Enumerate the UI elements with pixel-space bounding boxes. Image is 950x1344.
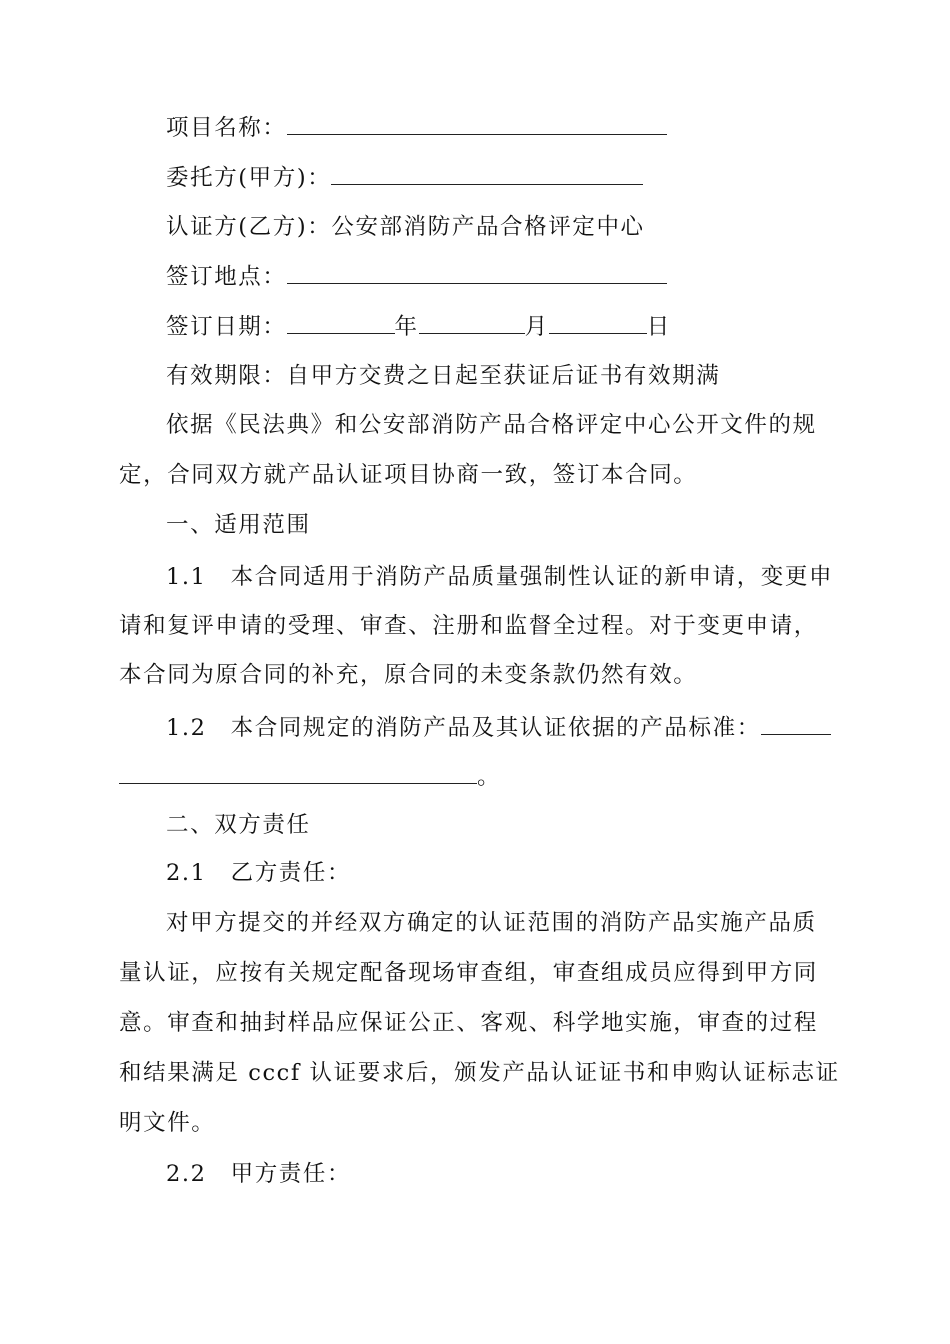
client-row — [166, 163, 643, 193]
sign-place-label: 签订地点： — [166, 264, 287, 290]
clause-2-1-line-4: 和结果满足 cccf 认证要求后，颁发产品认证证书和申购认证标志证 — [119, 1060, 840, 1086]
clause-2-1-line-1: 对甲方提交的并经双方确定的认证范围的消防产品实施产品质 — [166, 910, 817, 936]
clause-2-2-number: 2.2 — [166, 1161, 207, 1187]
clause-2-1-line-3: 意。审查和抽封样品应保证公正、客观、科学地实施，审查的过程 — [119, 1010, 818, 1036]
validity-label: 有效期限： — [166, 363, 287, 389]
standard-blank-2 — [119, 763, 477, 784]
project-name-row — [166, 113, 667, 143]
clause-2-1-line-5: 明文件。 — [119, 1110, 216, 1136]
client-label: 委托方(甲方)： — [166, 165, 332, 191]
section-2-title: 二、双方责任 — [166, 812, 311, 838]
preamble-line-1: 依据《民法典》和公安部消防产品合格评定中心公开文件的规 — [166, 412, 817, 438]
preamble-line-2: 定，合同双方就产品认证项目协商一致，签订本合同。 — [119, 462, 698, 488]
clause-2-1-number: 2.1 — [166, 860, 207, 886]
month-label: 月 — [524, 314, 549, 340]
certifier-label: 认证方(乙方)： — [166, 214, 332, 240]
client-blank — [331, 164, 643, 185]
section-1-title: 一、适用范围 — [166, 512, 311, 538]
day-label: 日 — [646, 314, 671, 340]
year-label: 年 — [394, 314, 419, 340]
clause-1-2-line-1 — [166, 713, 831, 743]
clause-2-2-title: 甲方责任： — [230, 1161, 352, 1187]
sign-date-row — [166, 312, 671, 342]
clause-1-1-line-3: 本合同为原合同的补充，原合同的未变条款仍然有效。 — [119, 662, 698, 688]
clause-1-2-text: 本合同规定的消防产品及其认证依据的产品标准： — [230, 715, 761, 741]
year-blank — [287, 313, 395, 334]
clause-2-2-heading — [166, 1159, 351, 1189]
project-name-label: 项目名称： — [166, 115, 287, 141]
clause-1-2-end: 。 — [477, 764, 502, 790]
certifier-value: 公安部消防产品合格评定中心 — [331, 214, 645, 240]
clause-1-1-number: 1.1 — [166, 564, 207, 590]
month-blank — [419, 313, 525, 334]
project-name-blank — [287, 114, 667, 135]
clause-1-1-line-2: 请和复评申请的受理、审查、注册和监督全过程。对于变更申请， — [119, 613, 818, 639]
clause-1-1-line-1 — [166, 562, 833, 592]
clause-2-1-title: 乙方责任： — [230, 860, 352, 886]
clause-2-1-line-2: 量认证，应按有关规定配备现场审查组，审查组成员应得到甲方同 — [119, 960, 818, 986]
clause-2-1-heading — [166, 858, 351, 888]
sign-date-label: 签订日期： — [166, 314, 287, 340]
clause-1-2-line-2 — [119, 762, 501, 792]
validity-row — [166, 361, 720, 391]
day-blank — [549, 313, 647, 334]
certifier-row — [166, 212, 645, 242]
clause-1-2-number: 1.2 — [166, 715, 207, 741]
sign-place-row — [166, 262, 667, 292]
standard-blank-1 — [761, 714, 831, 735]
clause-1-1-text: 本合同适用于消防产品质量强制性认证的新申请，变更申 — [230, 564, 834, 590]
sign-place-blank — [287, 263, 667, 284]
validity-value: 自甲方交费之日起至获证后证书有效期满 — [286, 363, 721, 389]
